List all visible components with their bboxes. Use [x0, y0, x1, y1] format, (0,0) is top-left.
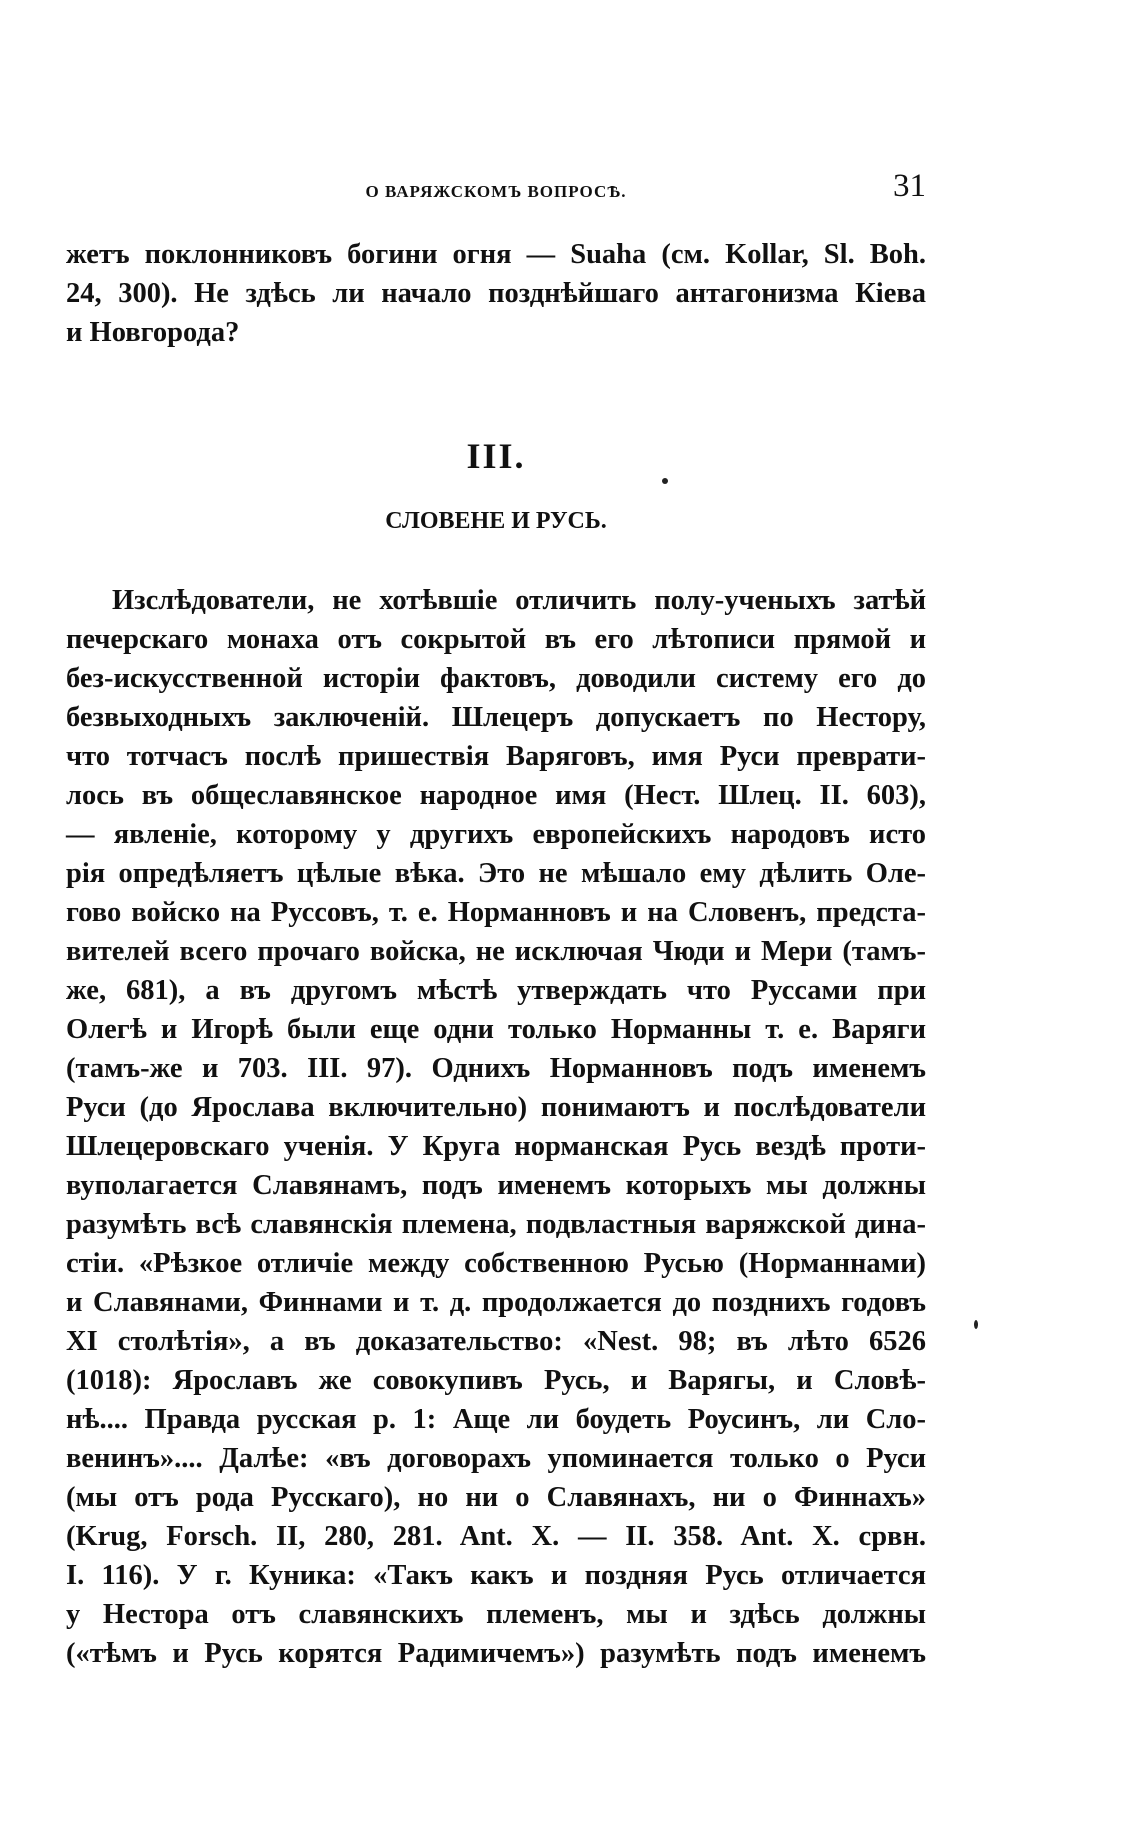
- intro-line: жетъ поклонниковъ богини огня — Suaha (см. Kollar, Sl. Boh.: [66, 239, 926, 270]
- body-line: разумѣть всѣ славянскія племена, подвластныя варяжской дина-: [66, 1209, 926, 1240]
- body-line: (Krug, Forsch. II, 280, 281. Ant. X. — II. 358. Ant. X. срвн.: [66, 1521, 926, 1552]
- body-line: гово войско на Руссовъ, т. е. Норманновъ и на Словенъ, предста-: [66, 897, 926, 928]
- section-number: III.: [466, 436, 526, 476]
- body-line: Олегѣ и Игорѣ были еще одни только Норманны т. е. Варяги: [66, 1014, 926, 1045]
- body-line: Руси (до Ярослава включительно) понимаютъ и послѣдователи: [66, 1092, 926, 1123]
- body-line: безвыходныхъ заключеній. Шлецеръ допускаетъ по Нестору,: [66, 702, 926, 733]
- body-line: I. 116). У г. Куника: «Такъ какъ и поздняя Русь отличается: [66, 1560, 926, 1591]
- body-line: — явленіе, которому у другихъ европейскихъ народовъ исто: [66, 819, 926, 850]
- body-line: стіи. «Рѣзкое отличіе между собственною Русью (Норманнами): [66, 1248, 926, 1279]
- section-title: СЛОВЕНЕ И РУСЬ.: [385, 508, 607, 534]
- body-line: Шлецеровскаго ученія. У Круга норманская Русь вездѣ проти-: [66, 1131, 926, 1162]
- ink-speck: [662, 478, 668, 484]
- body-line: нѣ.... Правда русская р. 1: Аще ли боудеть Роусинъ, ли Сло-: [66, 1404, 926, 1435]
- body-line: вуполагается Славянамъ, подъ именемъ которыхъ мы должны: [66, 1170, 926, 1201]
- intro-line: и Новгорода?: [66, 317, 240, 348]
- body-line: лось въ общеславянское народное имя (Нест. Шлец. II. 603),: [66, 780, 926, 811]
- body-line: венинъ».... Далѣе: «въ договорахъ упоминается только о Руси: [66, 1443, 926, 1474]
- running-title: О ВАРЯЖСКОМЪ ВОПРОСѢ.: [365, 182, 627, 201]
- page-number: 31: [893, 168, 926, 204]
- intro-line: 24, 300). Не здѣсь ли начало позднѣйшаго антагонизма Кіева: [66, 278, 926, 309]
- body-line: у Нестора отъ славянскихъ племенъ, мы и здѣсь должны: [66, 1599, 926, 1630]
- body-line: без-искусственной исторіи фактовъ, доводили систему его до: [66, 663, 926, 694]
- running-head: [66, 168, 926, 208]
- body-line: (тамъ-же и 703. III. 97). Однихъ Норманновъ подъ именемъ: [66, 1053, 926, 1084]
- body-line: XI столѣтія», а въ доказательство: «Nest. 98; въ лѣто 6526: [66, 1326, 926, 1357]
- body-line: («тѣмъ и Русь корятся Радимичемъ») разумѣть подъ именемъ: [66, 1638, 926, 1669]
- body-line: (мы отъ рода Русскаго), но ни о Славянахъ, ни о Финнахъ»: [66, 1482, 926, 1513]
- body-line: что тотчасъ послѣ пришествія Варяговъ, имя Руси преврати-: [66, 741, 926, 772]
- body-line: (1018): Ярославъ же совокупивъ Русь, и Варягы, и Словѣ-: [66, 1365, 926, 1396]
- body-line: рія опредѣляетъ цѣлые вѣка. Это не мѣшало ему дѣлить Оле-: [66, 858, 926, 889]
- body-line: печерскаго монаха отъ сокрытой въ его лѣтописи прямой и: [66, 624, 926, 655]
- body-line: Изслѣдователи, не хотѣвшіе отличить полу-ученыхъ затѣй: [112, 585, 926, 616]
- body-line: и Славянами, Финнами и т. д. продолжается до позднихъ годовъ: [66, 1287, 926, 1318]
- body-line: вителей всего прочаго войска, не исключая Чюди и Мери (тамъ-: [66, 936, 926, 967]
- body-line: же, 681), а въ другомъ мѣстѣ утверждать что Руссами при: [66, 975, 926, 1006]
- ink-speck: [974, 1320, 978, 1329]
